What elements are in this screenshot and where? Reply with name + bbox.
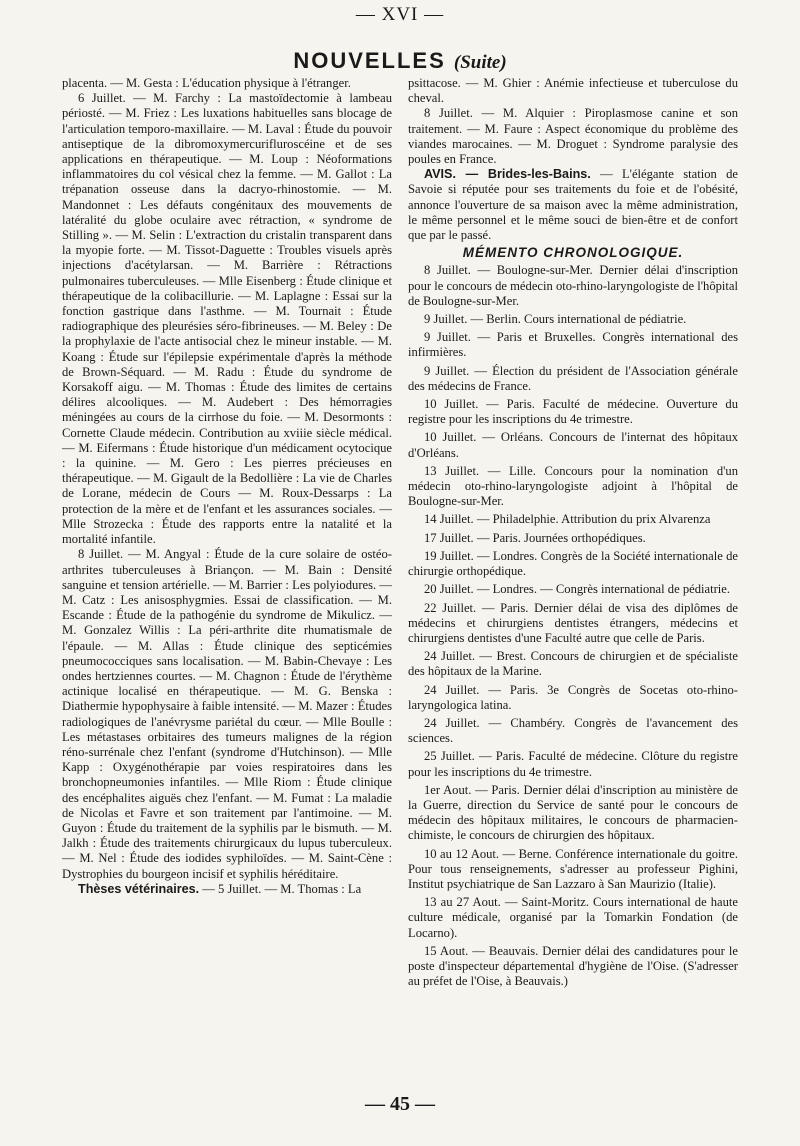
page-title [0,48,800,74]
memento-entry: 9 Juillet. — Élection du président de l'Association générale des médecins de France. [408,363,738,393]
left-paragraph-3: 8 Juillet. — M. Angyal : Étude de la cure solaire de ostéo-arthrites tuberculeuses à Briançon. — M. Bain : Densité sanguine et tension artérielle. — M. Barrier : Les polyiodures. — M. Catz : Les anisosphygmies. Essai de classification. — M. Escande : Étude de la pathogénie du syndrome de Mikulicz. — M. Gonzalez Willis : La péri-arthrite dite rhumatismale de l'épaule. — M. Allas : Étude clinique des septicémies pneumococciques sans localisation. — M. Babin-Chevaye : Les ondes hertziennes courtes. — M. Chagnon : Étude de l'érythème actinique localisé en thérapeutique. — M. G. Benska : Diathermie hypophysaire à faible intensité. — M. Mazer : Études radiologiques de l'anévrysme pariétal du cœur. — Mlle Boulle : Les métastases orbitaires des tumeurs malignes de la région réno-surrénale chez l'enfant (syndrome d'Hutchinson). — Mlle Kapp : Oxygénothérapie par voies respiratoires dans les bronchopneumonies infantiles. — Mlle Riom : Étude clinique des encéphalites aiguës chez l'enfant. — M. Fumat : La maladie de Nicolas et Favre et son traitement par l'antimoine. — M. Guyon : Étude du traitement de la syphilis par le bismuth. — M. Jalkh : Étude des traitements chirurgicaux du lupus tuberculeux. — M. Nel : Étude des iodides syphiloïdes. — M. Saint-Cène : Dystrophies du bourgeon incisif et syphilis héréditaire. [62,547,392,881]
right-paragraph-1: psittacose. — M. Ghier : Anémie infectieuse et tuberculose du cheval. [408,76,738,106]
memento-entry: 25 Juillet. — Paris. Faculté de médecine. Clôture du registre pour les inscriptions du 4e trimestre. [408,749,738,779]
title-suffix: (Suite) [453,52,507,73]
avis-text: — L'élégante station de Savoie si réputée pour ses traitements du foie et de l'obésité, annonce l'ouverture de sa maison avec la même administration, le même personnel et le même souci de bien-être et de confort que par le passé. [408,167,738,243]
memento-entry: 24 Juillet. — Brest. Concours de chirurgien et de spécialiste des hôpitaux de la Marine. [408,649,738,679]
right-column [408,76,738,989]
memento-entry: 19 Juillet. — Londres. Congrès de la Société internationale de chirurgie orthopédique. [408,548,738,579]
memento-entry: 20 Juillet. — Londres. — Congrès international de pédiatrie. [424,582,731,597]
memento-entry: 8 Juillet. — Boulogne-sur-Mer. Dernier délai d'inscription pour le concours de médecin oto-rhino-laryngologiste de l'hôpital de Boulogne-sur-Mer. [408,263,738,308]
page-number: — 45 — [365,1093,435,1115]
memento-entry: 1er Aout. — Paris. Dernier délai d'inscription au ministère de la Guerre, direction du Service de santé pour le concours de médecin des hôpitaux militaires, le concours de pharmacien-chimiste, le concours de chirurgien des hôpitaux. [408,782,738,843]
memento-entry: 17 Juillet. — Paris. Journées orthopédiques. [424,530,646,545]
memento-entry: 14 Juillet. — Philadelphie. Attribution du prix Alvarenza [424,512,711,527]
these-veterinaires [62,882,392,897]
memento-entry: 10 Juillet. — Orléans. Concours de l'internat des hôpitaux d'Orléans. [408,430,738,460]
roman-page-number: — XVI — [355,4,445,25]
left-column [62,76,392,897]
memento-entry: 10 au 12 Aout. — Berne. Conférence internationale du goitre. Pour tous renseignements, s'adresser au professeur Pighini, Institut psychiatrique de San Lazzaro à San Maurizio (Italie). [408,846,738,891]
memento-entry: 15 Aout. — Beauvais. Dernier délai des candidatures pour le poste d'inspecteur départemental d'hygiène de l'Oise. (S'adresser au préfet de l'Oise, à Beauvais.) [408,943,738,989]
memento-entry: 24 Juillet. — Paris. 3e Congrès de Socetas oto-rhino-laryngologica latina. [408,682,738,712]
memento-entry: 10 Juillet. — Paris. Faculté de médecine. Ouverture du registre pour les inscriptions du 4e trimestre. [408,397,738,427]
left-paragraph-2: 6 Juillet. — M. Farchy : La mastoïdectomie à lambeau périosté. — M. Friez : Les luxations habituelles sans blocage de l'articulation temporo-maxillaire. — M. Laval : Étude du pouvoir antiseptique de la dibromoxymercurifluroscéine et de ses applications en thérapeutique. — M. Loup : Néoformations inflammatoires du col vésical chez la femme. — M. Gallot : La trépanation osseuse dans la dacryo-rhinostomie. — M. Mandonnet : Les défauts congénitaux des mouvements de latéralité du globe oculaire avec rétraction, « syndrome de Stilling ». — M. Selin : L'extraction du cristalin transparent dans la myopie forte. — M. Tissot-Daguette : Troubles visuels après injections d'acétylarsan. — M. Barrière : Rétractions pulmonaires tuberculeuses. — Mlle Eisenberg : Étude clinique et thérapeutique de la colibacillurie. — M. Laplagne : Essai sur la fonction gastrique dans l'asthme. — M. Tournait : Étude radiographique des pleurésies séro-fibrineuses. — M. Beley : De la prophylaxie de l'acte antisocial chez le mineur instable. — M. Koang : Étude sur l'épilepsie expérimentale d'après la méthode de Brown-Séquard. — M. Radu : Étude du syndrome de Korsakoff aigu. — M. Thomas : Étude des limites de certains délires alcooliques. — M. Audebert : Des hémorragies méningées au cours de la cirrhose du foie. — M. Desormonts : Cornette Claude médecin. Contribution au xviiie siècle médical. — M. Eifermans : Étude historique d'un médicament ocytocique : la quinine. — M. Gero : Les pierres précieuses en thérapeutique. — M. Gigault de la Bedollière : La vie de Charles de Lorane, médecin de Cours — M. Roux-Dessarps : La protection de la mère et de l'enfant et les assurances sociales. — Mlle Strozecka : Étude des rapports entre la natalité et la mortalité infantile. [62,91,392,547]
memento-entry: 22 Juillet. — Paris. Dernier délai de visa des diplômes de médecins et chirurgiens dentistes étrangers, médecins et chirurgiens dentistes d'une Faculté autre que celle de Paris. [408,600,738,645]
title-text: NOUVELLES [293,48,446,73]
memento-title: MÉMENTO CHRONOLOGIQUE. [462,245,684,261]
memento-entry: 13 au 27 Aout. — Saint-Moritz. Cours international de haute culture médicale, organisé par la Tomarkin Fondation (de Locarno). [408,895,738,940]
memento-entry: 9 Juillet. — Paris et Bruxelles. Congrès international des infirmières. [408,330,738,360]
memento-entry: 13 Juillet. — Lille. Concours pour la nomination d'un médecin oto-rhino-laryngologiste adjoint à l'hôpital de Boulogne-sur-Mer. [408,463,738,509]
memento-entry: 9 Juillet. — Berlin. Cours international de pédiatrie. [424,312,687,327]
avis-label: AVIS. — Brides-les-Bains. [424,167,591,182]
these-text: — 5 Juillet. — M. Thomas : La [202,881,362,896]
right-paragraph-2: 8 Juillet. — M. Alquier : Piroplasmose canine et son traitement. — M. Faure : Aspect économique du problème des viandes marocaines. — M. Droguet : Syndrome paralysie des poules en France. [408,106,738,167]
these-label: Thèses vétérinaires. [78,881,200,896]
memento-entry: 24 Juillet. — Chambéry. Congrès de l'avancement des sciences. [408,715,738,746]
left-paragraph-1: placenta. — M. Gesta : L'éducation physique à l'étranger. [62,76,351,90]
avis-paragraph [408,167,738,243]
